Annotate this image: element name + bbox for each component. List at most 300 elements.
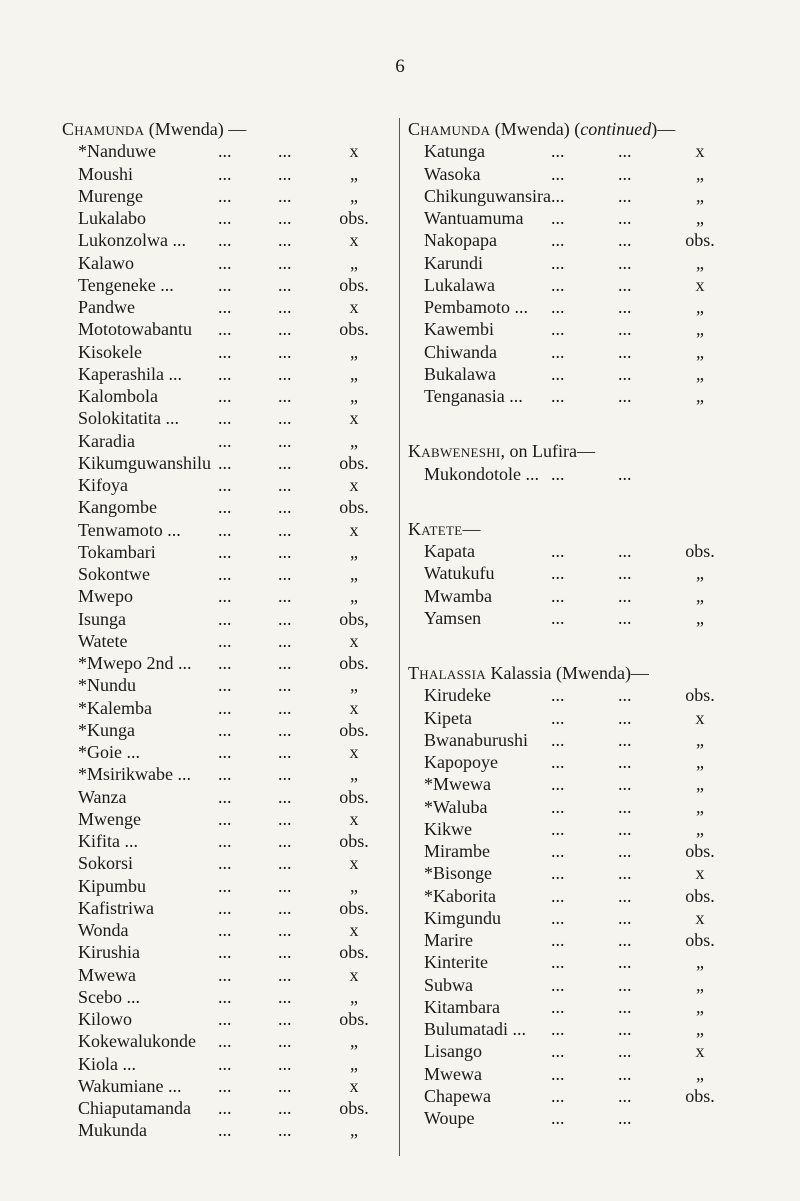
leader-dots: ... [618, 1063, 632, 1084]
leader-dots: ... [551, 319, 565, 340]
locality-name: Kimgundu [424, 907, 502, 928]
list-item [62, 341, 392, 363]
list-item [408, 996, 772, 1018]
locality-name: Tenganasia ... [424, 386, 523, 406]
record-status: obs, [339, 608, 369, 629]
leader-dots: ... [278, 297, 292, 317]
record-status: „ [696, 774, 704, 795]
locality-name: Kikwe [424, 818, 472, 839]
leader-dots: ... [218, 608, 232, 629]
leader-dots: ... [551, 208, 565, 228]
record-status: „ [350, 341, 358, 362]
record-status: x [349, 808, 359, 829]
leader-dots: ... [218, 964, 232, 985]
locality-name: Sokontwe [78, 564, 150, 584]
leader-dots: ... [618, 996, 632, 1017]
leader-dots: ... [278, 519, 292, 540]
list-item [62, 697, 392, 719]
list-item [62, 919, 392, 941]
heading-mid: (Mwenda) ( [490, 119, 581, 139]
record-status: x [349, 920, 359, 940]
record-status: „ [350, 564, 358, 584]
record-status: x [349, 853, 359, 874]
leader-dots: ... [618, 974, 632, 995]
locality-name: Watukufu [424, 563, 495, 584]
leader-dots: ... [218, 541, 232, 562]
record-status: obs. [339, 831, 369, 851]
leader-dots: ... [551, 585, 565, 606]
locality-name: Lukalawa [424, 274, 495, 295]
list-item [62, 674, 392, 696]
leader-dots: ... [551, 774, 565, 795]
record-status: obs. [339, 897, 369, 918]
locality-name: Karadia [78, 430, 135, 451]
list-item [408, 140, 772, 162]
heading-rest: — [462, 518, 481, 539]
list-item [408, 1063, 772, 1085]
record-status: obs. [685, 841, 715, 861]
leader-dots: ... [218, 986, 232, 1007]
locality-name: Karundi [424, 252, 483, 273]
leader-dots: ... [218, 274, 232, 295]
record-status: x [349, 475, 359, 495]
leader-dots: ... [618, 463, 632, 484]
locality-name: Marire [424, 930, 473, 950]
list-item [408, 951, 772, 973]
record-status: „ [350, 163, 358, 184]
leader-dots: ... [218, 408, 232, 429]
leader-dots: ... [278, 764, 292, 785]
locality-name: Kawembi [424, 319, 494, 340]
leader-dots: ... [551, 363, 565, 384]
record-status: obs. [339, 208, 369, 228]
list-item [62, 430, 392, 452]
leader-dots: ... [618, 796, 632, 817]
section-heading-chamunda-continued [408, 118, 772, 140]
leader-dots: ... [618, 885, 632, 906]
leader-dots: ... [218, 1053, 232, 1074]
leader-dots: ... [551, 1041, 565, 1062]
leader-dots: ... [551, 1108, 565, 1128]
leader-dots: ... [618, 1085, 632, 1106]
record-status: x [695, 274, 705, 295]
leader-dots: ... [551, 885, 565, 906]
leader-dots: ... [278, 586, 292, 607]
leader-dots: ... [618, 563, 632, 584]
leader-dots: ... [618, 707, 632, 728]
record-status: obs. [685, 230, 715, 251]
list-item [62, 941, 392, 963]
section-heading-kabweneshi [408, 440, 772, 462]
locality-name: *Mwewa [424, 774, 491, 795]
list-item [408, 562, 772, 584]
leader-dots: ... [551, 1085, 565, 1106]
locality-name: Lisango [424, 1041, 482, 1062]
record-status: „ [696, 563, 704, 584]
heading-rest: Kalassia (Mwenda)— [485, 663, 649, 683]
leader-dots: ... [218, 808, 232, 829]
list-item [62, 318, 392, 340]
locality-name: Yamsen [424, 607, 482, 628]
record-status: obs. [339, 786, 369, 807]
leader-dots: ... [218, 230, 232, 251]
leader-dots: ... [551, 1019, 565, 1039]
record-status: obs. [339, 719, 369, 740]
locality-name: Mukondotole ... [424, 463, 539, 484]
list-item [408, 729, 772, 751]
record-status: obs. [339, 274, 369, 295]
leader-dots: ... [218, 897, 232, 918]
leader-dots: ... [551, 386, 565, 406]
locality-name: *Kunga [78, 719, 135, 740]
leader-dots: ... [618, 863, 632, 884]
record-status: „ [696, 185, 704, 206]
record-status: „ [696, 952, 704, 973]
leader-dots: ... [551, 541, 565, 561]
leader-dots: ... [551, 996, 565, 1017]
section2-rows [408, 463, 772, 485]
list-item [62, 541, 392, 563]
locality-name: Bulumatadi ... [424, 1019, 526, 1039]
record-status: „ [350, 541, 358, 562]
section-heading-thalassia [408, 662, 772, 684]
locality-name: Kipumbu [78, 875, 147, 896]
leader-dots: ... [278, 831, 292, 851]
locality-name: Kalombola [78, 386, 158, 406]
leader-dots: ... [278, 386, 292, 406]
list-item [408, 385, 772, 407]
locality-name: *Waluba [424, 796, 488, 817]
record-status: x [695, 141, 705, 162]
leader-dots: ... [618, 163, 632, 184]
leader-dots: ... [218, 1009, 232, 1029]
record-status: „ [696, 818, 704, 839]
leader-dots: ... [618, 141, 632, 162]
list-item [62, 185, 392, 207]
list-item [62, 630, 392, 652]
leader-dots: ... [278, 719, 292, 740]
locality-name: Moushi [78, 163, 134, 184]
leader-dots: ... [551, 274, 565, 295]
record-status: obs. [339, 653, 369, 673]
section-heading-chamunda [62, 118, 392, 140]
leader-dots: ... [551, 685, 565, 706]
leader-dots: ... [278, 1075, 292, 1096]
locality-name: Kinterite [424, 952, 488, 973]
section3-rows [408, 540, 772, 629]
leader-dots: ... [278, 274, 292, 295]
list-item [62, 808, 392, 830]
record-status: x [349, 141, 359, 162]
locality-name: Woupe [424, 1108, 475, 1128]
list-item [408, 540, 772, 562]
leader-dots: ... [218, 586, 232, 607]
locality-name: Sokorsi [78, 853, 134, 874]
leader-dots: ... [278, 1098, 292, 1118]
record-status: x [695, 907, 705, 928]
leader-dots: ... [278, 408, 292, 429]
leader-dots: ... [218, 163, 232, 184]
leader-dots: ... [218, 653, 232, 673]
leader-dots: ... [278, 1009, 292, 1029]
record-status: „ [696, 996, 704, 1017]
record-status: x [349, 230, 359, 251]
record-status: „ [696, 729, 704, 750]
leader-dots: ... [278, 1120, 292, 1141]
leader-dots: ... [218, 920, 232, 940]
leader-dots: ... [278, 808, 292, 829]
column-divider [399, 118, 400, 1156]
leader-dots: ... [218, 942, 232, 963]
locality-name: Kapata [424, 541, 475, 561]
list-item [408, 207, 772, 229]
leader-dots: ... [618, 252, 632, 273]
locality-name: Tengeneke ... [78, 274, 174, 295]
locality-name: Kisokele [78, 341, 142, 362]
leader-dots: ... [278, 742, 292, 762]
record-status: obs. [339, 452, 369, 473]
leader-dots: ... [551, 952, 565, 973]
record-status: „ [696, 208, 704, 228]
record-status: „ [696, 363, 704, 384]
leader-dots: ... [278, 630, 292, 651]
list-item [62, 1008, 392, 1030]
leader-dots: ... [218, 1031, 232, 1052]
record-status: „ [350, 586, 358, 607]
list-item [62, 296, 392, 318]
locality-name: Mirambe [424, 841, 490, 861]
record-status: obs. [685, 685, 715, 706]
locality-name: Nakopapa [424, 230, 497, 251]
list-item [408, 818, 772, 840]
record-status: „ [696, 585, 704, 606]
section-heading-katete [408, 518, 772, 540]
leader-dots: ... [218, 452, 232, 473]
record-status: x [695, 707, 705, 728]
leader-dots: ... [618, 230, 632, 251]
leader-dots: ... [618, 585, 632, 606]
section4-rows [408, 684, 772, 1129]
leader-dots: ... [551, 796, 565, 817]
leader-dots: ... [218, 1120, 232, 1141]
locality-name: Kiola ... [78, 1053, 136, 1074]
list-item [408, 185, 772, 207]
leader-dots: ... [218, 1098, 232, 1118]
leader-dots: ... [551, 707, 565, 728]
record-status: „ [696, 974, 704, 995]
list-item [62, 452, 392, 474]
page-number: 6 [395, 56, 405, 77]
leader-dots: ... [278, 475, 292, 495]
locality-name: Mwenge [78, 808, 141, 829]
list-item [408, 1107, 772, 1129]
locality-name: Subwa [424, 974, 473, 995]
leader-dots: ... [551, 930, 565, 950]
leader-dots: ... [278, 675, 292, 696]
leader-dots: ... [218, 185, 232, 206]
leader-dots: ... [618, 818, 632, 839]
list-item [62, 830, 392, 852]
list-item [62, 719, 392, 741]
record-status: x [349, 519, 359, 540]
leader-dots: ... [551, 341, 565, 362]
record-status: „ [696, 607, 704, 628]
locality-name: Bukalawa [424, 363, 496, 384]
record-status: x [349, 742, 359, 762]
record-status: x [349, 697, 359, 718]
record-status: „ [350, 430, 358, 451]
list-item [408, 163, 772, 185]
leader-dots: ... [278, 1053, 292, 1074]
list-item [62, 741, 392, 763]
locality-name: Chikunguwansira [424, 185, 551, 206]
locality-name: Wonda [78, 920, 129, 940]
record-status: obs. [685, 1085, 715, 1106]
record-status: „ [696, 341, 704, 362]
record-status: obs. [685, 541, 715, 561]
leader-dots: ... [218, 875, 232, 896]
locality-name: Kikumguwanshilu [78, 452, 211, 473]
list-item [62, 163, 392, 185]
locality-name: Kifoya [78, 475, 128, 495]
leader-dots: ... [618, 386, 632, 406]
list-item [408, 296, 772, 318]
locality-name: Kangombe [78, 497, 157, 518]
section-gap [408, 485, 772, 518]
record-status: „ [696, 752, 704, 772]
leader-dots: ... [618, 952, 632, 973]
list-item [408, 684, 772, 706]
list-item [408, 1085, 772, 1107]
record-status: x [695, 1041, 705, 1062]
leader-dots: ... [618, 363, 632, 384]
record-status: obs. [339, 1098, 369, 1118]
list-item [408, 363, 772, 385]
section-gap [408, 407, 772, 440]
locality-name: *Nundu [78, 675, 136, 696]
record-status: x [349, 964, 359, 985]
leader-dots: ... [618, 319, 632, 340]
heading-end: )— [651, 119, 676, 139]
locality-name: Kafistriwa [78, 897, 154, 918]
locality-name: Tenwamoto ... [78, 519, 181, 540]
leader-dots: ... [278, 853, 292, 874]
locality-name: Bwanaburushi [424, 729, 528, 750]
leader-dots: ... [278, 497, 292, 518]
locality-name: Kifita ... [78, 831, 138, 851]
locality-name: Wantuamuma [424, 208, 524, 228]
record-status: „ [696, 1019, 704, 1039]
list-item [408, 585, 772, 607]
record-status: „ [696, 319, 704, 340]
list-item [408, 929, 772, 951]
record-status: obs. [339, 1009, 369, 1029]
list-item [62, 140, 392, 162]
record-status: „ [350, 1031, 358, 1052]
locality-name: Mwamba [424, 585, 492, 606]
locality-name: Pembamoto ... [424, 297, 528, 317]
leader-dots: ... [278, 653, 292, 673]
leader-dots: ... [618, 541, 632, 561]
locality-name: *Msirikwabe ... [78, 764, 191, 785]
leader-dots: ... [618, 1108, 632, 1128]
locality-name: Mukunda [78, 1120, 147, 1141]
list-item [408, 840, 772, 862]
list-item [62, 608, 392, 630]
record-status: „ [350, 675, 358, 696]
leader-dots: ... [618, 208, 632, 228]
heading-name: Katete [408, 518, 463, 539]
list-item [62, 1053, 392, 1075]
leader-dots: ... [218, 208, 232, 228]
list-item [62, 763, 392, 785]
leader-dots: ... [618, 274, 632, 295]
record-status: „ [696, 796, 704, 817]
leader-dots: ... [618, 774, 632, 795]
leader-dots: ... [278, 541, 292, 562]
leader-dots: ... [618, 729, 632, 750]
list-item [408, 341, 772, 363]
locality-name: Pandwe [78, 297, 135, 317]
leader-dots: ... [278, 452, 292, 473]
list-item [62, 852, 392, 874]
locality-name: Kitambara [424, 996, 500, 1017]
locality-name: *Goie ... [78, 742, 140, 762]
leader-dots: ... [218, 497, 232, 518]
record-status: „ [696, 1063, 704, 1084]
leader-dots: ... [618, 1019, 632, 1039]
record-status: „ [350, 1053, 358, 1074]
record-status: x [349, 630, 359, 651]
leader-dots: ... [618, 607, 632, 628]
leader-dots: ... [618, 1041, 632, 1062]
leader-dots: ... [551, 1063, 565, 1084]
leader-dots: ... [278, 430, 292, 451]
left-column [62, 118, 392, 1142]
record-status: „ [350, 252, 358, 273]
leader-dots: ... [278, 252, 292, 273]
leader-dots: ... [278, 986, 292, 1007]
locality-name: Kipeta [424, 707, 472, 728]
list-item [408, 862, 772, 884]
list-item [408, 1018, 772, 1040]
list-item [62, 207, 392, 229]
locality-name: Kirushia [78, 942, 140, 963]
leader-dots: ... [278, 363, 292, 384]
leader-dots: ... [551, 463, 565, 484]
list-item [408, 974, 772, 996]
list-item [62, 563, 392, 585]
leader-dots: ... [218, 297, 232, 317]
leader-dots: ... [618, 341, 632, 362]
record-status: x [349, 1075, 359, 1096]
locality-name: *Nanduwe [78, 141, 156, 162]
leader-dots: ... [618, 907, 632, 928]
leader-dots: ... [218, 519, 232, 540]
leader-dots: ... [618, 930, 632, 950]
list-item [408, 796, 772, 818]
locality-name: Chiaputamanda [78, 1098, 191, 1118]
leader-dots: ... [618, 685, 632, 706]
list-item [62, 1030, 392, 1052]
locality-name: Mototowabantu [78, 319, 192, 340]
leader-dots: ... [278, 163, 292, 184]
list-item [62, 1075, 392, 1097]
leader-dots: ... [278, 564, 292, 584]
list-item [62, 385, 392, 407]
heading-rest: , on Lufira— [500, 441, 596, 462]
record-status: x [349, 408, 359, 429]
